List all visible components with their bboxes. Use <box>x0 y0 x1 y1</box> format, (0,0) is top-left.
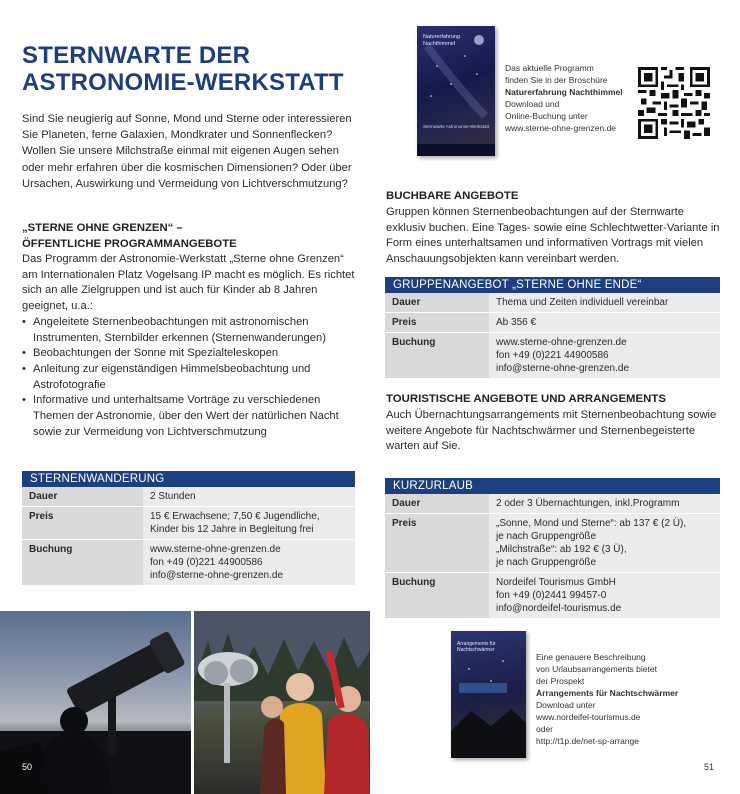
starfield-image <box>417 26 495 156</box>
row-value: Ab 356 € <box>489 313 720 332</box>
row-value: 2 oder 3 Übernachtungen, inkl.Programm <box>489 494 720 513</box>
brochure-title: Naturerfahrung Nachthimmel <box>423 34 460 47</box>
gruppenangebot-table <box>385 277 720 379</box>
row-label: Dauer <box>22 487 143 506</box>
phone-number: fon +49 (0)2441 99457-0 <box>496 590 607 601</box>
table-row <box>385 333 720 379</box>
value-line: 15 € Erwachsene; 7,50 € Jugendliche, <box>150 511 320 522</box>
promo-line: Eine genauere Beschreibung <box>536 652 646 662</box>
title-line-2: ASTRONOMIE-WERKSTATT <box>22 69 344 96</box>
table-row <box>385 293 720 313</box>
brochure-promo-text <box>505 62 635 135</box>
brochure-cover-arrangements <box>451 631 526 758</box>
table-row <box>385 494 720 514</box>
touristisch-paragraph: Auch Übernachtungsarrangements mit Sternenbeobachtung sowie weitere Angebote für Nachtschwärmer und Sternenbegeisterte warten auf Sie. <box>386 409 717 453</box>
telescope-photo <box>0 611 191 794</box>
email-link[interactable]: info@sterne-ohne-grenzen.de <box>150 570 284 581</box>
page-number-right: 51 <box>704 762 715 772</box>
row-label: Preis <box>385 313 489 332</box>
visitors-photo <box>194 611 370 794</box>
buchbar-heading: BUCHBARE ANGEBOTE <box>386 190 519 202</box>
row-label: Dauer <box>385 293 489 312</box>
page-number-left: 50 <box>22 762 33 772</box>
website-link[interactable]: www.nordeifel-tourismus.de <box>536 712 641 722</box>
touristisch-heading: TOURISTISCHE ANGEBOTE UND ARRANGEMENTS <box>386 393 666 405</box>
row-value <box>143 507 355 539</box>
programm-section <box>22 252 357 440</box>
website-link[interactable]: www.sterne-ohne-grenzen.de <box>150 544 281 555</box>
value-line: „Sonne, Mond und Sterne“: ab 137 € (2 Ü), <box>496 518 687 529</box>
table-row <box>385 573 720 619</box>
promo-line: finden Sie in der Broschüre <box>505 75 608 86</box>
list-item: • Beobachtungen der Sonne mit Spezialteleskopen <box>22 346 357 362</box>
row-label: Preis <box>385 514 489 572</box>
promo-line: Das aktuelle Programm <box>505 63 594 73</box>
programm-heading-line-1: „STERNE OHNE GRENZEN“ – <box>22 222 183 234</box>
arrangements-promo-text <box>536 651 696 747</box>
table-header: STERNENWANDERUNG <box>22 471 355 487</box>
row-value: Thema und Zeiten individuell vereinbar <box>489 293 720 312</box>
row-value <box>489 333 720 378</box>
row-value: 2 Stunden <box>143 487 355 506</box>
value-line: je nach Gruppengröße <box>496 557 597 568</box>
row-label: Preis <box>22 507 143 539</box>
qr-code-icon[interactable] <box>638 67 710 139</box>
programm-heading-line-2: ÖFFENTLICHE PROGRAMMANGEBOTE <box>22 237 237 250</box>
list-item: • Informative und unterhaltsame Vorträge zu verschiedenen Themen der Astronomie, über den Wert der natürlichen Nacht sowie zur Vermeidung von Lichtverschmutzung <box>22 393 357 440</box>
kurzurlaub-table <box>385 478 720 619</box>
value-line: „Milchstraße“: ab 192 € (3 Ü), <box>496 544 627 555</box>
brochure-title: Arrangements für Nachtschwärmer <box>457 641 496 653</box>
table-row <box>22 540 355 586</box>
starfield-image <box>451 631 526 758</box>
phone-number: fon +49 (0)221 44900586 <box>150 557 263 568</box>
title-line-1: STERNWARTE DER <box>22 42 251 69</box>
programm-list <box>22 315 357 441</box>
website-link[interactable]: http://t1p.de/net-sp-arrange <box>536 736 640 746</box>
table-row <box>22 487 355 507</box>
email-link[interactable]: info@sterne-ohne-grenzen.de <box>496 363 630 374</box>
promo-line: Online-Buchung unter <box>505 111 588 122</box>
page-title <box>22 42 352 96</box>
programm-heading <box>22 221 357 252</box>
website-link[interactable]: www.sterne-ohne-grenzen.de <box>496 337 627 348</box>
list-item: • Anleitung zur eigenständigen Himmelsbeobachtung und Astrofotografie <box>22 362 357 393</box>
table-row <box>22 507 355 540</box>
programm-paragraph: Das Programm der Astronomie-Werkstatt „Sterne ohne Grenzen“ am Internationalen Platz Vogelsang IP macht es möglich. Es richtet sich an alle Zielgruppen und ist auch für Kinder ab 8 Jahren geeignet, u.a.: <box>22 253 355 313</box>
row-value <box>489 514 720 572</box>
list-item: • Angeleitete Sternenbeobachtungen mit astronomischen Instrumenten, Sternbilder erkennen (Sternenwanderungen) <box>22 315 357 346</box>
row-value <box>143 540 355 585</box>
promo-line: Download und <box>505 99 560 110</box>
email-link[interactable]: info@nordeifel-tourismus.de <box>496 603 622 614</box>
value-line: je nach Gruppengröße <box>496 531 597 542</box>
row-value <box>489 573 720 618</box>
table-header: KURZURLAUB <box>385 478 720 494</box>
phone-number: fon +49 (0)221 44900586 <box>496 350 609 361</box>
sternenwanderung-table <box>22 471 355 586</box>
promo-line: Download unter <box>536 700 596 710</box>
row-label: Buchung <box>22 540 143 585</box>
promo-line: oder <box>536 724 554 734</box>
row-label: Buchung <box>385 573 489 618</box>
brochure-subtitle: Sternwarte Astronomie-Werkstatt <box>423 124 489 129</box>
row-label: Dauer <box>385 494 489 513</box>
table-header: GRUPPENANGEBOT „STERNE OHNE ENDE“ <box>385 277 720 293</box>
promo-line: der Prospekt <box>536 676 585 686</box>
promo-line: von Urlaubsarrangements bietet <box>536 664 657 674</box>
table-row <box>385 313 720 333</box>
buchbar-paragraph: Gruppen können Sternenbeobachtungen auf der Sternwarte exklusiv buchen. Eine Tages- sowie eine Schlechtwetter-Variante in Form eines unterhaltsamen und informativen Vortrags mit vielen Anschauungsobjekten kann vereinbart werden. <box>386 206 720 265</box>
brochure-name: Arrangements für Nachtschwärmer <box>536 688 679 698</box>
table-row <box>385 514 720 573</box>
brochure-cover-nachthimmel <box>417 26 495 156</box>
website-link[interactable]: www.sterne-ohne-grenzen.de <box>505 123 617 134</box>
intro-paragraph: Sind Sie neugierig auf Sonne, Mond und Sterne oder interessieren Sie Planeten, ferne Galaxien, Mondkrater und Sonnenflecken? Wollen Sie unsere Milchstraße einmal mit eigenen Augen sehen oder mehr erfahren über die kosmischen Dimensionen? Oder über Ursachen, Auswirkung und Vermeidung von Lichtverschmutzung? <box>22 113 352 190</box>
visitors-illustration <box>194 611 370 794</box>
brochure-name: Naturerfahrung Nachthimmel <box>505 87 623 98</box>
row-label: Buchung <box>385 333 489 378</box>
value-line: Kinder bis 12 Jahre in Begleitung frei <box>150 524 314 535</box>
company-name: Nordeifel Tourismus GmbH <box>496 577 616 588</box>
